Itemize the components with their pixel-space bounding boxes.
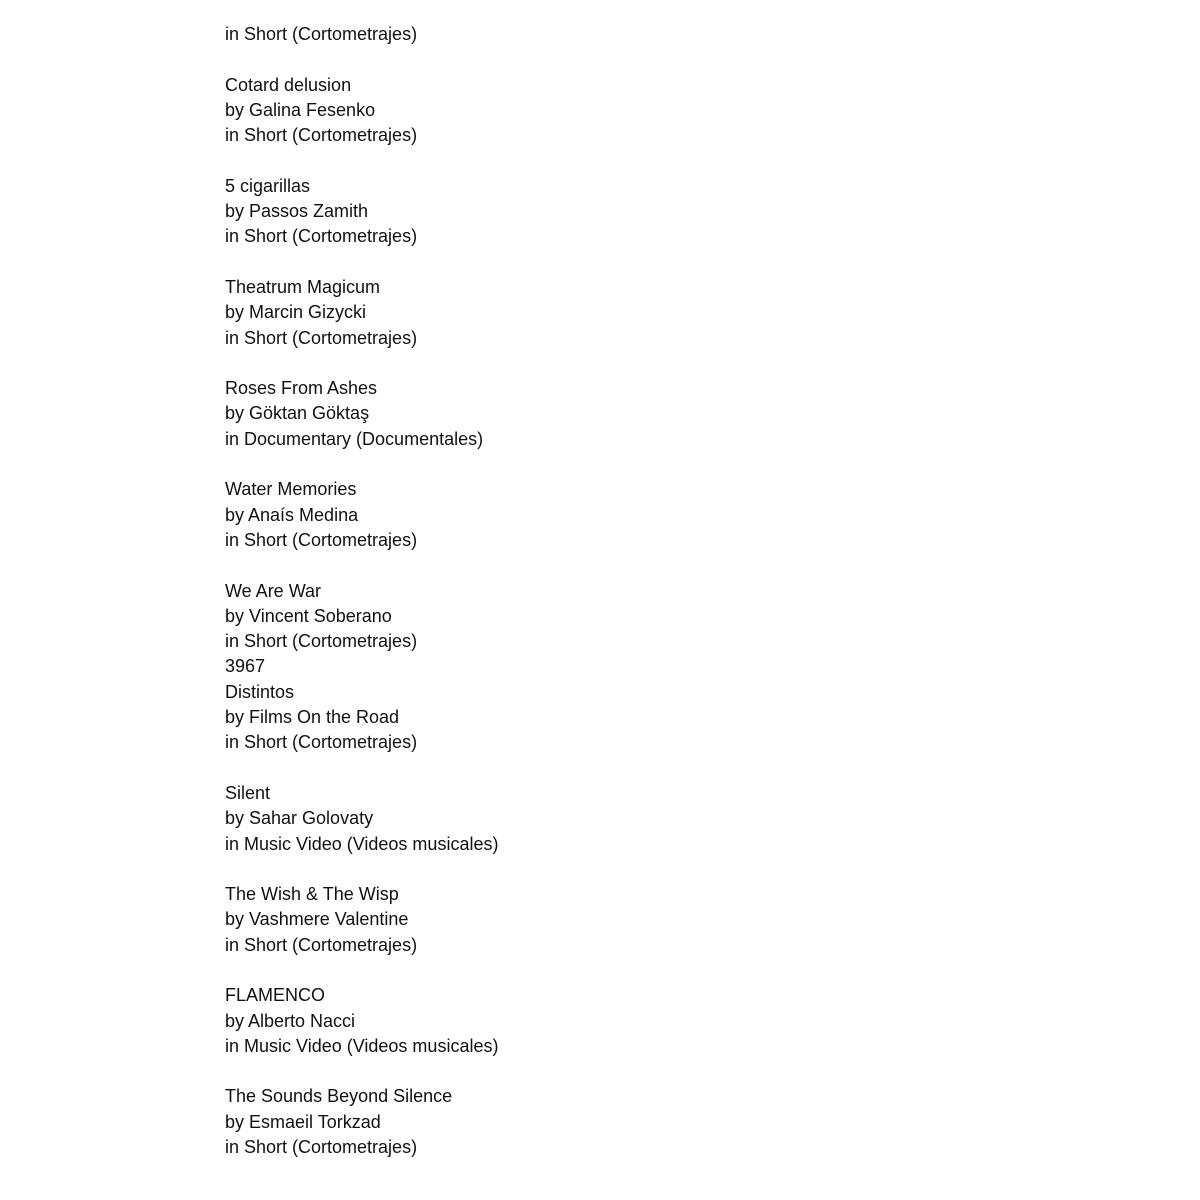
film-director: by Vashmere Valentine bbox=[225, 909, 409, 930]
blank-line bbox=[225, 351, 1125, 376]
film-category: in Short (Cortometrajes) bbox=[225, 125, 418, 146]
film-title: Distintos bbox=[225, 681, 295, 702]
blank-line bbox=[225, 250, 1125, 275]
film-title: We Are War bbox=[225, 580, 322, 601]
film-category: in Short (Cortometrajes) bbox=[225, 1137, 418, 1158]
film-director: by Esmaeil Torkzad bbox=[225, 1111, 381, 1132]
film-title: Silent bbox=[225, 782, 271, 803]
film-title: Theatrum Magicum bbox=[225, 276, 381, 297]
film-director: by Galina Fesenko bbox=[225, 99, 376, 120]
blank-line bbox=[225, 857, 1125, 882]
film-category: in Short (Cortometrajes) bbox=[225, 631, 418, 652]
blank-line bbox=[225, 452, 1125, 477]
blank-line bbox=[225, 756, 1125, 781]
blank-line bbox=[225, 1059, 1125, 1084]
film-director: by Vincent Soberano bbox=[225, 605, 392, 626]
film-title: FLAMENCO bbox=[225, 985, 326, 1006]
film-director: by Sahar Golovaty bbox=[225, 808, 374, 829]
film-category: in Music Video (Videos musicales) bbox=[225, 1035, 499, 1056]
blank-line bbox=[225, 148, 1125, 173]
film-title: Water Memories bbox=[225, 479, 357, 500]
film-title: The Sounds Beyond Silence bbox=[225, 1086, 453, 1107]
blank-line bbox=[225, 958, 1125, 983]
film-director: by Films On the Road bbox=[225, 707, 400, 728]
film-number: 3967 bbox=[225, 656, 266, 677]
film-category: in Short (Cortometrajes) bbox=[225, 934, 418, 955]
blank-line bbox=[225, 553, 1125, 578]
film-category: in Short (Cortometrajes) bbox=[225, 732, 418, 753]
film-category: in Documentary (Documentales) bbox=[225, 428, 484, 449]
film-title: Roses From Ashes bbox=[225, 378, 378, 399]
film-title: 5 cigarillas bbox=[225, 175, 311, 196]
film-category: in Short (Cortometrajes) bbox=[225, 327, 418, 348]
film-director: by Passos Zamith bbox=[225, 201, 369, 222]
film-category: in Short (Cortometrajes) bbox=[225, 226, 418, 247]
document-body bbox=[225, 22, 1125, 1160]
film-category: in Short (Cortometrajes) bbox=[225, 529, 418, 550]
film-title: The Wish & The Wisp bbox=[225, 884, 399, 905]
film-director: by Göktan Göktaş bbox=[225, 403, 370, 424]
film-category: in Music Video (Videos musicales) bbox=[225, 833, 499, 854]
film-director: by Alberto Nacci bbox=[225, 1010, 356, 1031]
film-director: by Anaís Medina bbox=[225, 504, 359, 525]
film-title: Cotard delusion bbox=[225, 74, 352, 95]
blank-line bbox=[225, 47, 1125, 72]
film-director: by Marcin Gizycki bbox=[225, 302, 367, 323]
text-line: in Short (Cortometrajes) bbox=[225, 24, 418, 44]
